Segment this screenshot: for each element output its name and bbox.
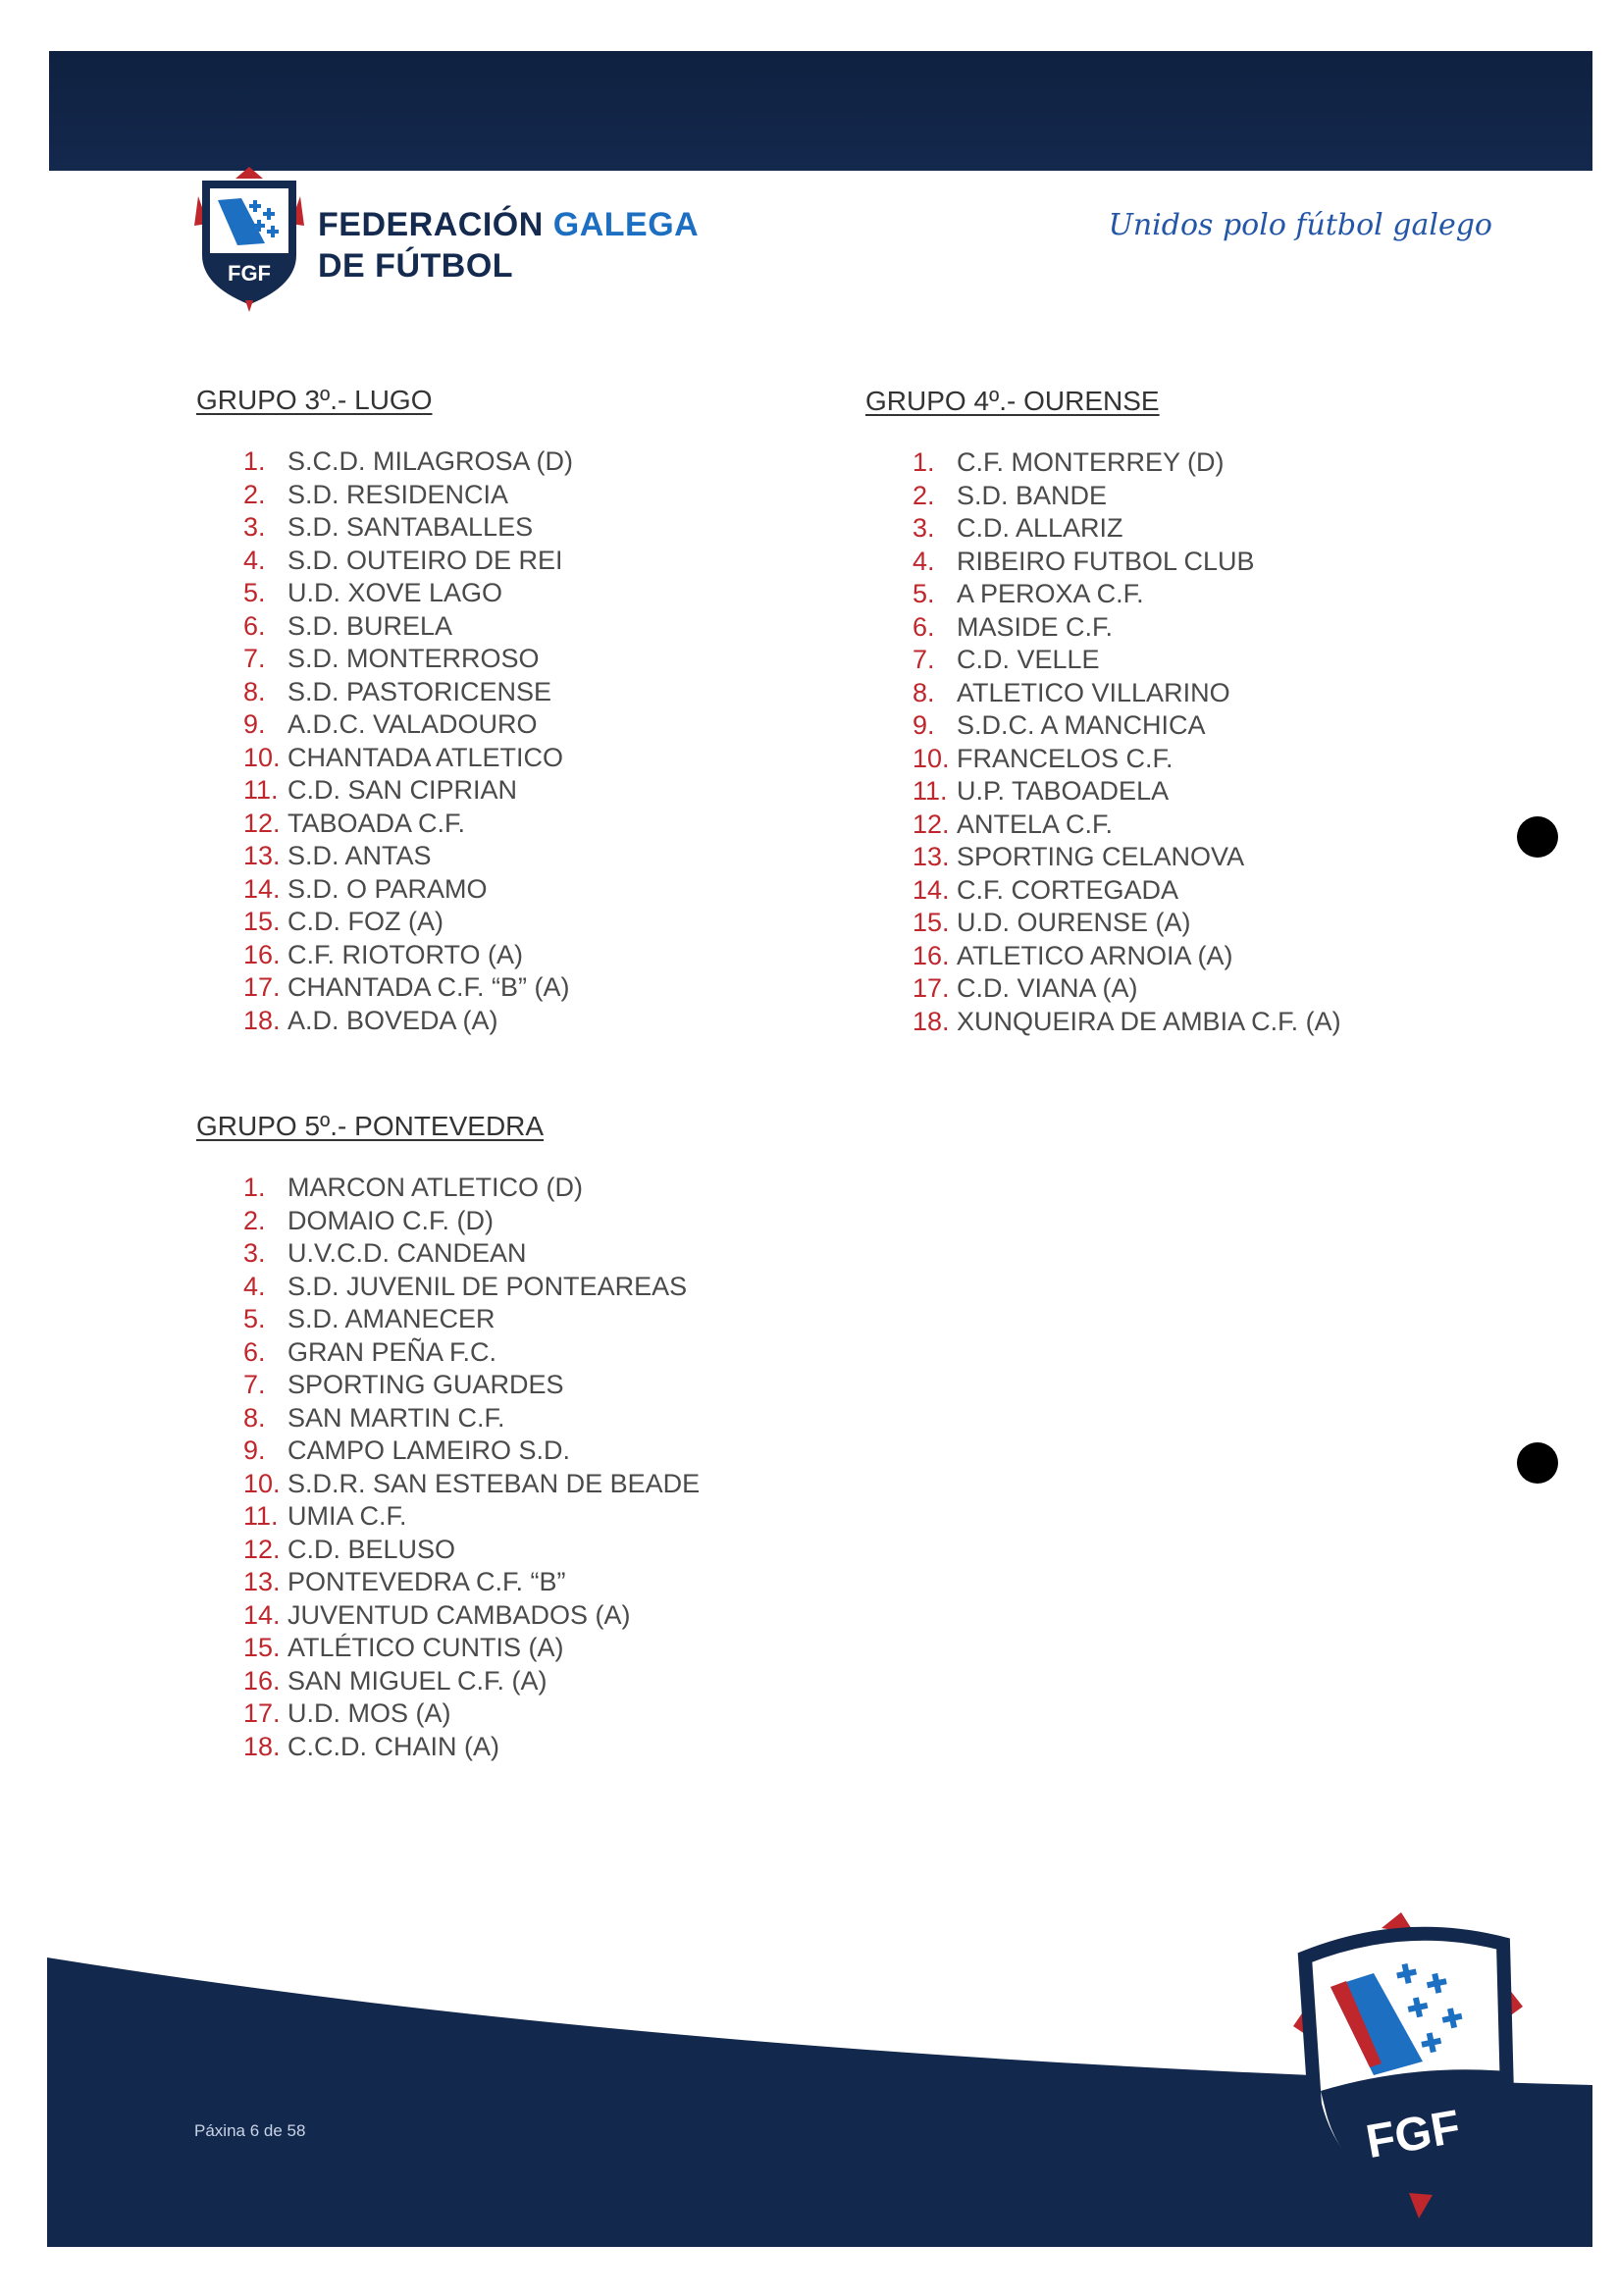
team-name: S.D.C. A MANCHICA [957,710,1206,740]
team-name: S.D. JUVENIL DE PONTEAREAS [287,1271,688,1301]
group-title: GRUPO 5º.- PONTEVEDRA [196,1111,545,1141]
federation-name [318,204,699,287]
team-name: U.D. XOVE LAGO [287,578,503,607]
team-name: ATLETICO ARNOIA (A) [957,940,1233,970]
team-number: 4. [243,1271,266,1301]
team-number: 2. [243,479,266,509]
team-name: MASIDE C.F. [957,611,1114,642]
team-item [243,1500,700,1534]
team-number: 12. [913,809,950,839]
team-number: 14. [243,1599,281,1630]
team-item [243,479,573,512]
team-name: ANTELA C.F. [957,809,1114,839]
team-item [243,1336,700,1370]
team-item [243,742,573,775]
team-number: 9. [913,710,935,740]
page-number: Páxina 6 de 58 [194,2121,306,2140]
team-name: C.D. SAN CIPRIAN [287,775,518,805]
team-number: 11. [913,776,948,806]
team-number: 3. [243,512,266,542]
team-name: C.D. FOZ (A) [287,907,443,936]
team-name: S.D. OUTEIRO DE REI [287,545,563,575]
team-item [913,775,1341,809]
team-item [243,808,573,841]
team-item [243,545,573,578]
team-name: UMIA C.F. [287,1501,407,1531]
team-item [913,611,1341,645]
letterhead [192,165,1586,322]
team-name: GRAN PEÑA F.C. [287,1336,497,1367]
team-number: 11. [243,1501,279,1531]
federation-name-line2: DE FÚTBOL [318,247,514,285]
team-name: S.D. MONTERROSO [287,644,540,673]
team-name: C.D. VELLE [957,645,1100,674]
federation-name-a: FEDERACIÓN [318,206,544,243]
team-number: 18. [243,1005,281,1035]
team-item [913,512,1341,546]
team-item [243,708,573,742]
slogan: Unidos polo fútbol galego [1108,208,1492,242]
team-item [243,873,573,907]
team-number: 6. [243,1336,266,1367]
team-name: C.F. RIOTORTO (A) [287,939,524,969]
team-name: MARCON ATLETICO (D) [287,1173,584,1202]
team-number: 2. [243,1205,266,1235]
team-number: 18. [243,1731,281,1761]
team-item [913,677,1341,710]
team-number: 2. [913,480,935,510]
binder-hole-mark [1517,816,1558,858]
team-item [913,743,1341,776]
team-item [913,874,1341,908]
team-item [243,1599,700,1633]
team-number: 5. [243,1304,266,1333]
team-number: 1. [243,446,266,476]
team-name: A PEROXA C.F. [957,579,1144,608]
team-item [913,480,1341,513]
team-number: 10. [243,1468,281,1498]
team-number: 15. [243,1633,281,1662]
team-number: 13. [243,1567,281,1596]
team-name: CHANTADA C.F. “B” (A) [287,972,570,1002]
team-item [243,1697,700,1731]
team-item [243,906,573,939]
team-number: 6. [913,611,935,642]
team-number: 7. [913,645,935,674]
team-number: 6. [243,610,266,641]
team-number: 9. [243,709,266,739]
team-number: 16. [243,1665,281,1696]
team-number: 15. [243,907,281,936]
team-name: S.D. PASTORICENSE [287,676,552,706]
group-pontevedra [196,1111,700,1763]
team-name: C.D. ALLARIZ [957,513,1123,543]
team-name: TABOADA C.F. [287,808,466,838]
team-number: 7. [243,644,266,673]
fgf-large-shield-icon [1276,1899,1531,2222]
team-name: A.D. BOVEDA (A) [287,1005,498,1035]
team-item [243,1632,700,1665]
team-number: 10. [243,742,281,772]
team-number: 5. [913,579,935,608]
fgf-shield-logo-icon [192,165,306,312]
team-number: 17. [243,1698,281,1728]
team-item [243,1369,700,1402]
team-list [196,1172,700,1763]
team-item [243,971,573,1005]
team-name: SPORTING CELANOVA [957,842,1245,871]
team-item [913,972,1341,1006]
team-number: 5. [243,578,266,607]
group-title: GRUPO 4º.- OURENSE [865,386,1160,416]
team-number: 17. [243,972,281,1002]
top-banner [49,51,1592,171]
team-item [243,840,573,873]
team-name: PONTEVEDRA C.F. “B” [287,1567,566,1596]
team-name: S.C.D. MILAGROSA (D) [287,446,574,476]
group-ourense [865,386,1341,1038]
team-number: 4. [913,546,935,576]
team-item [243,511,573,545]
team-item [243,1303,700,1336]
team-item [913,809,1341,842]
team-item [243,939,573,972]
team-item [243,676,573,709]
team-number: 12. [243,1534,281,1564]
team-item [913,644,1341,677]
team-number: 14. [913,874,950,905]
group-lugo [196,385,573,1037]
team-item [243,610,573,644]
team-name: FRANCELOS C.F. [957,743,1174,773]
team-name: S.D. RESIDENCIA [287,479,509,509]
team-item [243,1271,700,1304]
team-name: RIBEIRO FUTBOL CLUB [957,546,1255,576]
team-number: 13. [243,841,281,870]
team-name: U.P. TABOADELA [957,776,1170,806]
team-item [243,1435,700,1468]
team-number: 15. [913,908,950,937]
team-number: 11. [243,775,279,805]
team-number: 4. [243,545,266,575]
team-item [243,643,573,676]
team-item [243,1172,700,1205]
binder-hole-mark [1517,1442,1558,1484]
team-number: 1. [913,447,935,477]
team-name: C.C.D. CHAIN (A) [287,1731,499,1761]
team-item [243,577,573,610]
team-name: CHANTADA ATLETICO [287,742,564,772]
team-name: CAMPO LAMEIRO S.D. [287,1435,571,1465]
team-name: S.D. AMANECER [287,1304,496,1333]
team-item [243,774,573,808]
team-item [243,1566,700,1599]
team-number: 18. [913,1006,950,1036]
team-name: SAN MIGUEL C.F. (A) [287,1665,548,1696]
team-item [913,446,1341,480]
team-name: C.D. BELUSO [287,1534,456,1564]
team-name: S.D. SANTABALLES [287,512,534,542]
team-item [243,1402,700,1435]
team-number: 16. [913,940,950,970]
team-number: 7. [243,1370,266,1399]
team-item [913,841,1341,874]
team-name: ATLÉTICO CUNTIS (A) [287,1633,564,1662]
team-name: S.D. BURELA [287,610,453,641]
team-name: JUVENTUD CAMBADOS (A) [287,1599,631,1630]
team-number: 13. [913,842,950,871]
team-number: 17. [913,973,950,1003]
team-item [913,940,1341,973]
team-number: 12. [243,808,281,838]
team-item [913,1006,1341,1039]
team-item [243,1731,700,1764]
team-name: ATLETICO VILLARINO [957,677,1230,707]
team-number: 14. [243,873,281,904]
team-number: 3. [243,1238,266,1268]
team-number: 16. [243,939,281,969]
team-name: U.D. MOS (A) [287,1698,451,1728]
team-name: S.D. O PARAMO [287,873,488,904]
team-name: A.D.C. VALADOURO [287,709,538,739]
team-list [865,446,1341,1038]
team-name: XUNQUEIRA DE AMBIA C.F. (A) [957,1006,1341,1036]
team-item [243,1237,700,1271]
team-name: DOMAIO C.F. (D) [287,1205,494,1235]
team-item [243,1468,700,1501]
team-number: 8. [243,676,266,706]
team-name: C.F. MONTERREY (D) [957,447,1225,477]
team-number: 9. [243,1435,266,1465]
team-name: S.D. BANDE [957,480,1108,510]
team-number: 3. [913,513,935,543]
team-name: SPORTING GUARDES [287,1370,564,1399]
team-item [243,1205,700,1238]
large-logo-text: FGF [1362,2101,1465,2169]
team-item [913,578,1341,611]
team-item [913,907,1341,940]
team-item [243,1534,700,1567]
team-name: S.D. ANTAS [287,841,432,870]
team-item [243,1665,700,1698]
team-name: U.V.C.D. CANDEAN [287,1238,527,1268]
team-name: SAN MARTIN C.F. [287,1402,505,1433]
team-list [196,445,573,1037]
team-item [243,1005,573,1038]
federation-name-b: GALEGA [552,206,700,243]
logo-text: FGF [228,261,271,286]
team-number: 8. [913,677,935,707]
team-name: C.F. CORTEGADA [957,874,1179,905]
team-number: 10. [913,743,950,773]
team-item [913,546,1341,579]
team-item [913,709,1341,743]
team-number: 8. [243,1402,266,1433]
team-item [243,445,573,479]
group-title: GRUPO 3º.- LUGO [196,385,433,415]
team-name: U.D. OURENSE (A) [957,908,1191,937]
team-name: C.D. VIANA (A) [957,973,1138,1003]
team-name: S.D.R. SAN ESTEBAN DE BEADE [287,1468,701,1498]
team-number: 1. [243,1173,266,1202]
